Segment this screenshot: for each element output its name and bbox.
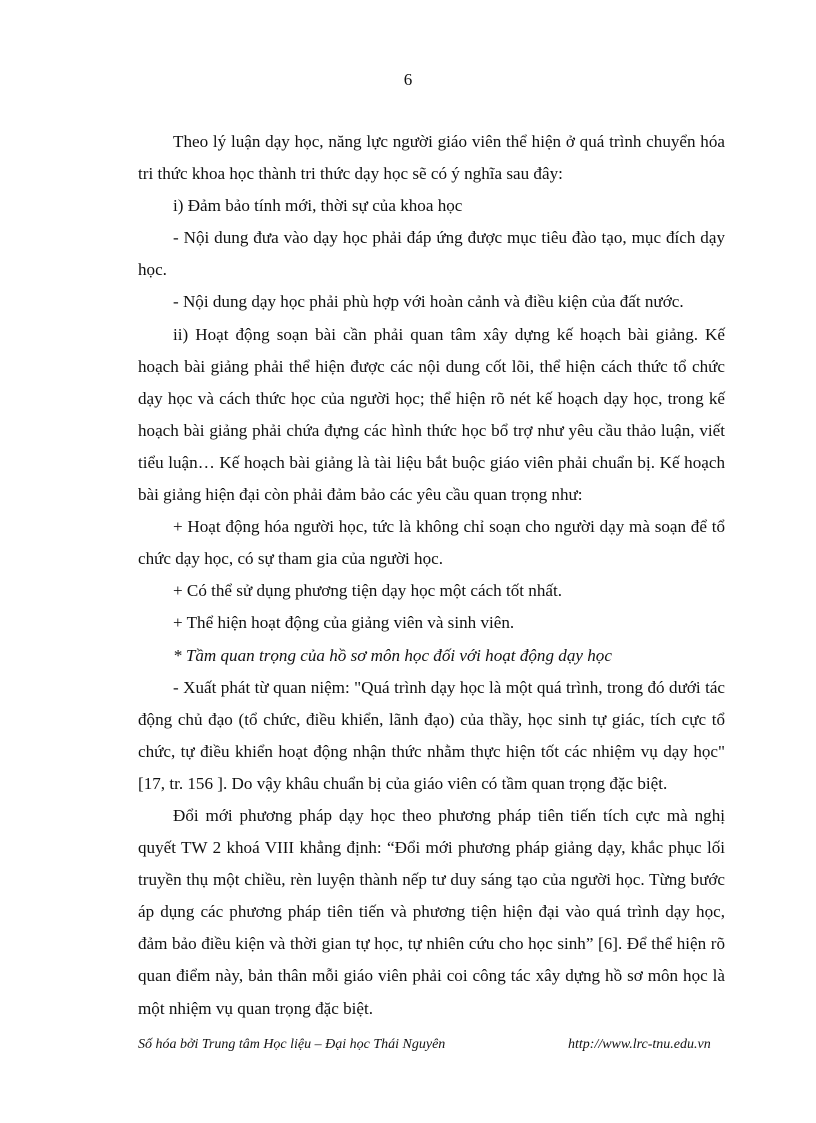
- section-heading-italic: * Tầm quan trọng của hồ sơ môn học đối với hoạt động dạy học: [173, 645, 612, 665]
- paragraph-item-ii: ii) Hoạt động soạn bài cần phải quan tâm xây dựng kế hoạch bài giảng. Kế hoạch bài giảng phải thể hiện được các nội dung cốt lõi, thể hiện cách thức tổ chức dạy học và cách thức học của người học; thể hiện rõ nét kế hoạch dạy học, trong kế hoạch bài giảng phải chứa đựng các hình thức học bổ trợ như yêu cầu thảo luận, viết tiểu luận… Kế hoạch bài giảng là tài liệu bắt buộc giáo viên phải chuẩn bị. Kế hoạch bài giảng hiện đại còn phải đảm bảo các yêu cầu quan trọng như:: [138, 324, 725, 505]
- paragraph-quote-concept: - Xuất phát từ quan niệm: "Quá trình dạy học là một quá trình, trong đó dưới tác động chủ đạo (tổ chức, điều khiển, lãnh đạo) của thầy, học sinh tự giác, tích cực tổ chức, tự điều khiển hoạt động nhận thức nhằm thực hiện tốt các nhiệm vụ dạy học" [17, tr. 156 ]. Do vậy khâu chuẩn bị của giáo viên có tầm quan trọng đặc biệt.: [138, 677, 725, 793]
- footer-url: http://www.lrc-tnu.edu.vn: [568, 1037, 711, 1052]
- footer-source: Số hóa bởi Trung tâm Học liệu – Đại học Thái Nguyên: [138, 1037, 446, 1052]
- body-text: [138, 126, 725, 1025]
- paragraph-innovation: Đổi mới phương pháp dạy học theo phương pháp tiên tiến tích cực mà nghị quyết TW 2 khoá VIII khẳng định: “Đổi mới phương pháp giảng dạy, khắc phục lối truyền thụ một chiều, rèn luyện thành nếp tư duy sáng tạo của người học. Từng bước áp dụng các phương pháp tiên tiến và phương tiện hiện đại vào quá trình dạy học, đảm bảo điều kiện và thời gian tự học, tự nhiên cứu cho học sinh” [6]. Để thể hiện rõ quan điểm này, bản thân mỗi giáo viên phải coi công tác xây dựng hồ sơ môn học là một nhiệm vụ quan trọng đặc biệt.: [138, 805, 725, 1018]
- paragraph-plus-media: + Có thể sử dụng phương tiện dạy học một cách tốt nhất.: [173, 581, 562, 601]
- paragraph-bullet-content: - Nội dung đưa vào dạy học phải đáp ứng được mục tiêu đào tạo, mục đích dạy học.: [138, 228, 725, 280]
- paragraph-intro: Theo lý luận dạy học, năng lực người giáo viên thể hiện ở quá trình chuyển hóa tri thức khoa học thành tri thức dạy học sẽ có ý nghĩa sau đây:: [138, 132, 725, 184]
- paragraph-plus-activities: + Thể hiện hoạt động của giảng viên và sinh viên.: [173, 613, 515, 633]
- paragraph-item-i: i) Đảm bảo tính mới, thời sự của khoa học: [173, 196, 463, 216]
- paragraph-plus-activate: + Hoạt động hóa người học, tức là không chỉ soạn cho người dạy mà soạn để tổ chức dạy học, có sự tham gia của người học.: [138, 517, 725, 569]
- paragraph-bullet-circumstances: - Nội dung dạy học phải phù hợp với hoàn cảnh và điều kiện của đất nước.: [173, 292, 684, 312]
- page-number: 6: [403, 70, 413, 89]
